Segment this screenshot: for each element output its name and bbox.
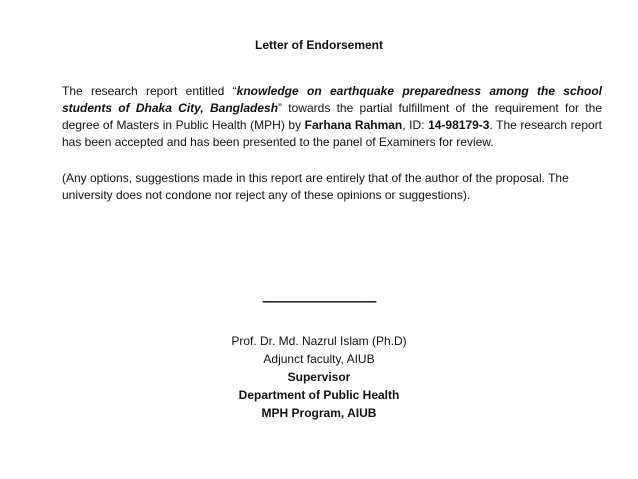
signatory-block [0, 332, 638, 422]
signatory-program: MPH Program, AIUB [261, 406, 377, 420]
paragraph-text-1: The research report entitled “ [62, 84, 237, 98]
paragraph-text-2: ” towards the partial fulfillment of the requirement for the degree of Masters in Public Health (MPH) by [62, 101, 602, 132]
paragraph-text-3: , ID: [402, 118, 429, 132]
endorsement-paragraph [62, 83, 602, 151]
signature-line: -------------------------------------- [262, 294, 376, 308]
report-title: knowledge on earthquake preparedness among the school students of Dhaka City, Bangladesh [62, 84, 602, 115]
author-name: Farhana Rahman [304, 118, 403, 132]
letter-title: Letter of Endorsement [254, 38, 383, 52]
signatory-name: Prof. Dr. Md. Nazrul Islam (Ph.D) [231, 334, 407, 348]
student-id: 14-98179-3 [428, 118, 490, 132]
disclaimer-note: (Any options, suggestions made in this report are entirely that of the author of the proposal. The university does not condone nor reject any of these opinions or suggestions). [62, 171, 569, 202]
signatory-role: Supervisor [287, 370, 351, 384]
signatory-department: Department of Public Health [238, 388, 400, 402]
paragraph-text-4: . The research report has been accepted and has been presented to the panel of Examiners for review. [62, 118, 603, 149]
signatory-position: Adjunct faculty, AIUB [263, 352, 375, 366]
